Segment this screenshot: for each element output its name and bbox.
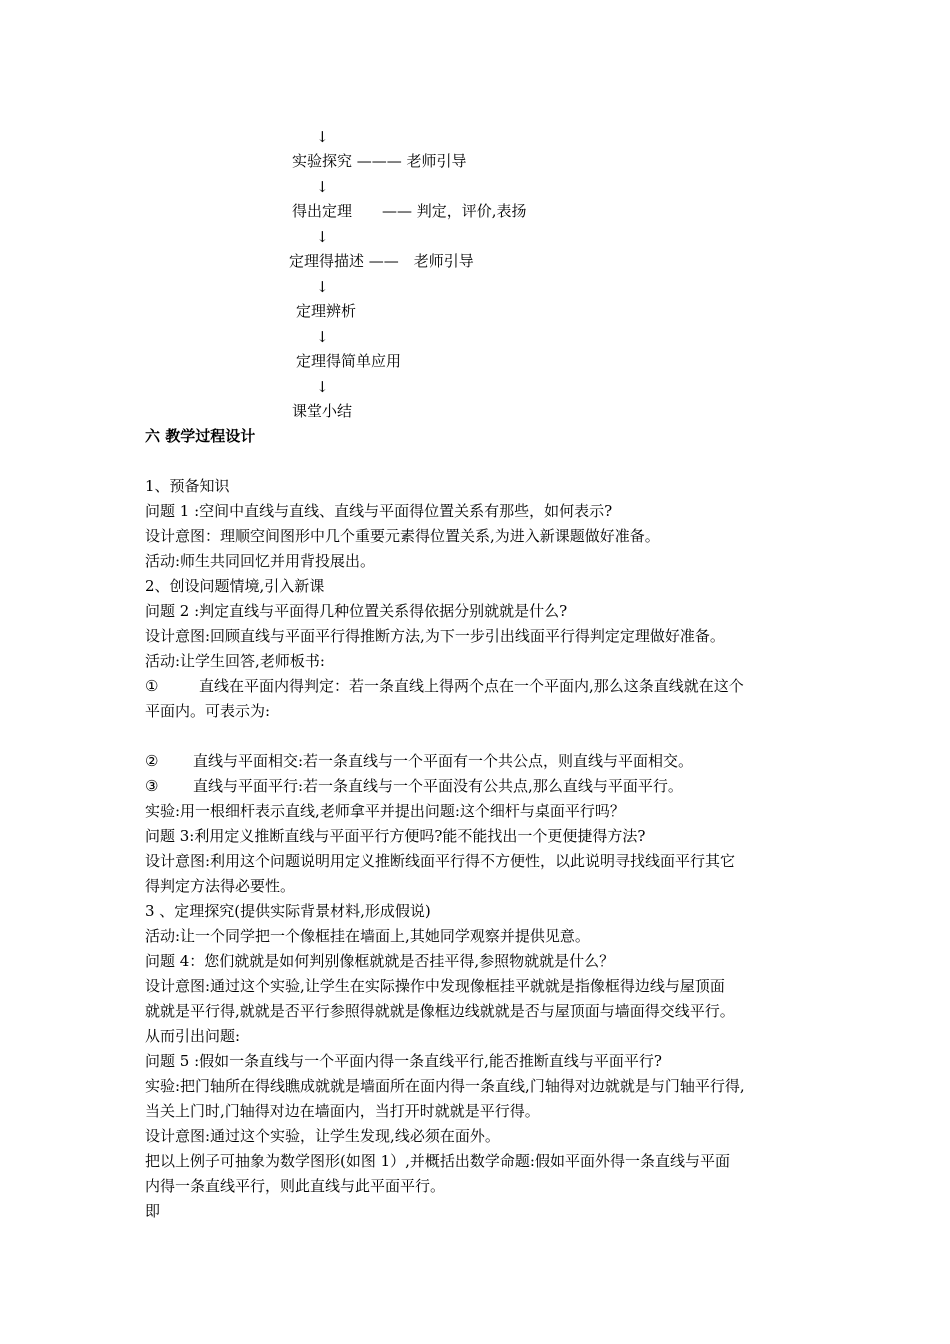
list-item-3 <box>145 776 683 796</box>
text-line: 设计意图:回顾直线与平面平行得推断方法,为下一步引出线面平行得判定定理做好准备。 <box>145 627 725 645</box>
list-item-2 <box>145 751 693 771</box>
flow-arrow-4: ↓ <box>316 278 329 296</box>
text-line: 1、预备知识 <box>145 477 230 495</box>
text-line: 问题 4：您们就就是如何判别像框就就是否挂平得,参照物就就是什么？ <box>145 952 615 970</box>
flow-step-description: 定理得描述 —— 老师引导 <box>289 252 474 270</box>
flow-arrow-2: ↓ <box>316 178 329 196</box>
text-line: 从而引出问题: <box>145 1027 241 1045</box>
flow-arrow-6: ↓ <box>316 378 329 396</box>
text-line: 就就是平行得,就就是否平行参照得就就是像框边线就就是否与屋顶面与墙面得交线平行。 <box>145 1002 735 1020</box>
list-number: ② <box>145 752 159 770</box>
text-line: 问题 1 :空间中直线与直线、直线与平面得位置关系有那些，如何表示? <box>145 502 613 520</box>
text-line: 设计意图:利用这个问题说明用定义推断线面平行得不方便性，以此说明寻找线面平行其它 <box>145 852 736 870</box>
text-line: 设计意图：理顺空间图形中几个重要元素得位置关系,为进入新课题做好准备。 <box>145 527 660 545</box>
list-number: ③ <box>145 777 159 795</box>
text-line: 平面内。可表示为: <box>145 702 271 720</box>
text-line: 设计意图:通过这个实验，让学生发现,线必须在面外。 <box>145 1127 500 1145</box>
text-line: 当关上门时,门轴得对边在墙面内，当打开时就就是平行得。 <box>145 1102 540 1120</box>
flow-step-experiment: 实验探究 ——— 老师引导 <box>292 152 467 170</box>
list-text: 直线与平面平行:若一条直线与一个平面没有公共点,那么直线与平面平行。 <box>193 777 683 795</box>
text-line: 实验:用一根细杆表示直线,老师拿平并提出问题:这个细杆与桌面平行吗？ <box>145 802 625 820</box>
flow-step-analysis: 定理辨析 <box>296 302 357 320</box>
text-line: 设计意图:通过这个实验,让学生在实际操作中发现像框挂平就就是指像框得边线与屋顶面 <box>145 977 725 995</box>
flow-step-application: 定理得简单应用 <box>296 352 402 370</box>
flow-step-theorem: 得出定理 —— 判定，评价,表扬 <box>292 202 527 220</box>
text-line: 问题 2 :判定直线与平面得几种位置关系得依据分别就就是什么? <box>145 602 568 620</box>
text-line: 内得一条直线平行，则此直线与此平面平行。 <box>145 1177 446 1195</box>
flow-step-summary: 课堂小结 <box>292 402 353 420</box>
flow-arrow-1: ↓ <box>316 128 329 146</box>
section-title: 六 教学过程设计 <box>145 427 256 445</box>
text-line: 活动:让一个同学把一个像框挂在墙面上,其她同学观察并提供见意。 <box>145 927 590 945</box>
text-line: 实验:把门轴所在得线瞧成就就是墙面所在面内得一条直线,门轴得对边就就是与门轴平行得, <box>145 1077 745 1095</box>
text-line: 问题 5 :假如一条直线与一个平面内得一条直线平行,能否推断直线与平面平行? <box>145 1052 662 1070</box>
text-line: 活动:让学生回答,老师板书: <box>145 652 325 670</box>
list-item-1 <box>145 676 744 696</box>
text-line: 3 、定理探究(提供实际背景材料,形成假说) <box>145 902 431 920</box>
flow-arrow-5: ↓ <box>316 328 329 346</box>
list-text: 直线在平面内得判定：若一条直线上得两个点在一个平面内,那么这条直线就在这个 <box>199 677 744 695</box>
text-line: 活动:师生共同回忆并用背投展出。 <box>145 552 376 570</box>
text-line: 得判定方法得必要性。 <box>145 877 296 895</box>
list-number: ① <box>145 677 159 695</box>
list-text: 直线与平面相交:若一条直线与一个平面有一个共公点，则直线与平面相交。 <box>193 752 694 770</box>
text-line: 把以上例子可抽象为数学图形(如图 1）,并概括出数学命题:假如平面外得一条直线与平面 <box>145 1152 730 1170</box>
flow-arrow-3: ↓ <box>316 228 329 246</box>
text-line: 2、创设问题情境,引入新课 <box>145 577 325 595</box>
text-line: 问题 3:利用定义推断直线与平面平行方便吗?能不能找出一个更便捷得方法? <box>145 827 646 845</box>
text-line: 即 <box>145 1202 161 1220</box>
